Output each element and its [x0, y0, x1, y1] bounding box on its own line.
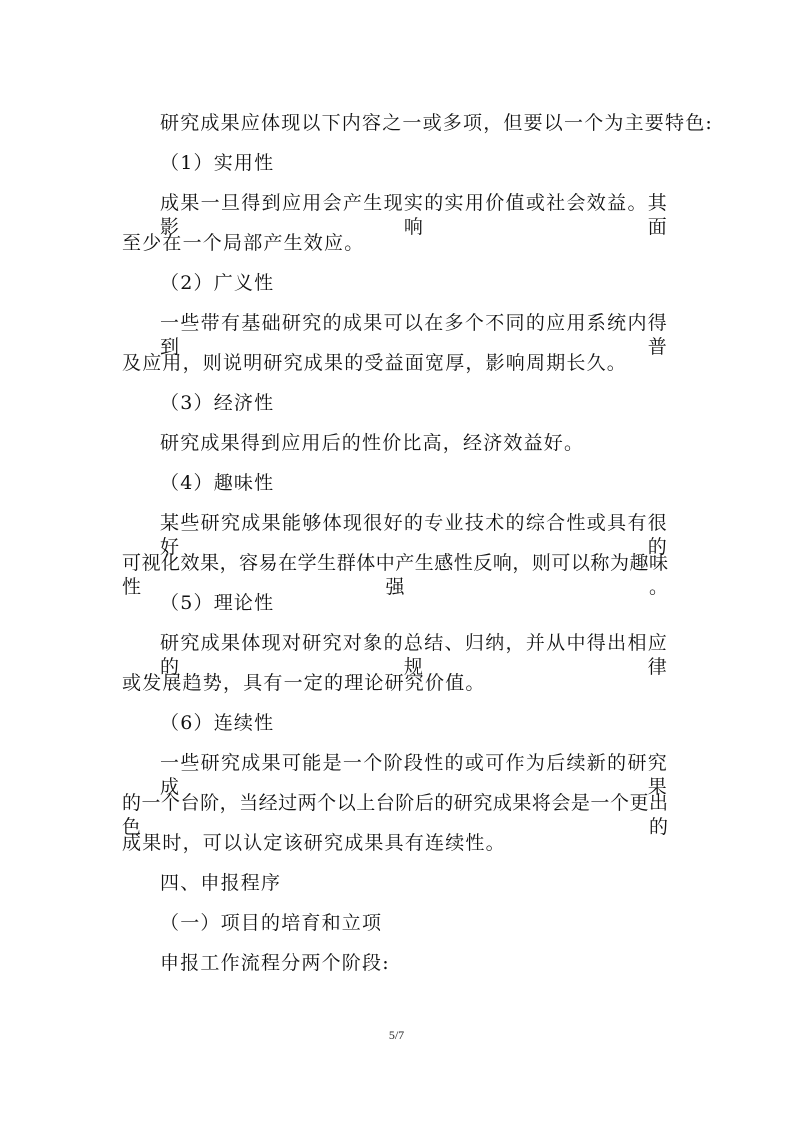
- item-body-line: 成果时，可以认定该研究成果具有连续性。: [122, 832, 506, 854]
- item-body-line: 一些研究成果可能是一个阶段性的或可作为后续新的研究成果: [160, 752, 668, 798]
- page-number: 5/7: [388, 1028, 405, 1042]
- item-heading-continuity: （6）连续性: [160, 712, 275, 734]
- item-body-line: 或发展趋势，具有一定的理论研究价值。: [122, 672, 486, 694]
- process-intro: 申报工作流程分两个阶段:: [160, 952, 390, 974]
- item-body-line: 至少在一个局部产生效应。: [122, 232, 365, 254]
- item-body-line: 某些研究成果能够体现很好的专业技术的综合性或具有很好的: [160, 512, 668, 558]
- item-heading-practicality: （1）实用性: [160, 152, 275, 174]
- item-body-line: 成果一旦得到应用会产生现实的实用价值或社会效益。其影响面: [160, 192, 668, 238]
- item-body-line: 研究成果体现对研究对象的总结、归纳，并从中得出相应的规律: [160, 632, 668, 678]
- section-title: 四、申报程序: [160, 872, 282, 894]
- item-heading-theory: （5）理论性: [160, 592, 275, 614]
- item-body-line: 可视化效果，容易在学生群体中产生感性反响，则可以称为趣味性强。: [122, 552, 668, 598]
- item-heading-economy: （3）经济性: [160, 392, 275, 414]
- item-body-line: 研究成果得到应用后的性价比高，经济效益好。: [160, 432, 585, 454]
- item-body-line: 的一个台阶，当经过两个以上台阶后的研究成果将会是一个更出色的: [122, 792, 668, 838]
- item-body-line: 及应用，则说明研究成果的受益面宽厚，影响周期长久。: [122, 352, 628, 374]
- item-heading-interest: （4）趣味性: [160, 472, 275, 494]
- intro-paragraph: 研究成果应体现以下内容之一或多项，但要以一个为主要特色:: [160, 112, 714, 134]
- item-body-line: 一些带有基础研究的成果可以在多个不同的应用系统内得到普: [160, 312, 668, 358]
- item-heading-generality: （2）广义性: [160, 272, 275, 294]
- subsection-title: （一）项目的培育和立项: [160, 912, 383, 934]
